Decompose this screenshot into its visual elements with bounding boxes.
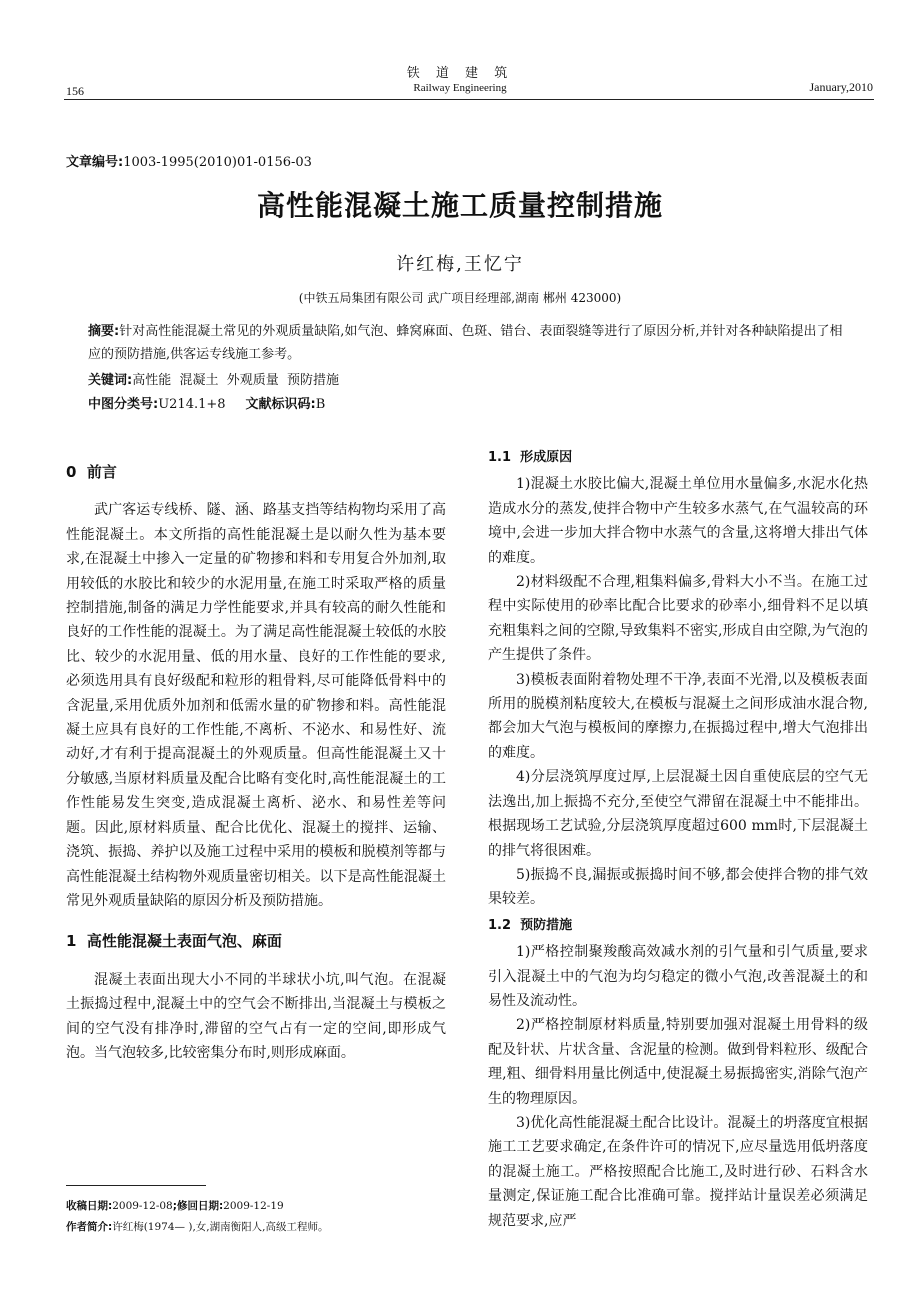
header-rule	[64, 99, 874, 100]
doc-code-label: 文献标识码:	[245, 397, 316, 412]
section-0-paragraph: 武广客运专线桥、隧、涵、路基支挡等结构物均采用了高性能混凝土。本文所指的高性能混凝土是以耐久性为基本要求,在混凝土中掺入一定量的矿物掺和料和专用复合外加剂,取用较低的水胶比和较少的水泥用量,在施工时采取严格的质量控制措施,制备的满足力学性能要求,并具有较高的耐久性能和良好的工作性能的混凝土。为了满足高性能混凝土较低的水胶比、较少的水泥用量、低的用水量、良好的工作性能的要求,必须选用具有良好级配和粒形的粗骨料,尽可能降低骨料中的含泥量,采用优质外加剂和低需水量的矿物掺和料。高性能混凝土应具有良好的工作性能,不离析、不泌水、和易性好、流动好,才有利于提高混凝土的外观质量。但高性能混凝土又十分敏感,当原材料质量及配合比略有变化时,高性能混凝土的工作性能易发生突变,造成混凝土离析、泌水、和易性差等问题。因此,原材料质量、配合比优化、混凝土的搅拌、运输、浇筑、振捣、养护以及施工过程中采用的模板和脱模剂等都与高性能混凝土结构物外观质量密切相关。以下是高性能混凝土常见外观质量缺陷的原因分析及预防措施。	[66, 502, 446, 909]
author-bio-label: 作者简介:	[66, 1221, 113, 1233]
section-1-1-heading: 1.1 形成原因	[488, 450, 573, 465]
right-column	[488, 446, 868, 1233]
revised-label: ;修回日期:	[172, 1200, 224, 1212]
paragraph: 4)分层浇筑厚度过厚,上层混凝土因自重使底层的空气无法逸出,加上振捣不充分,至使空气滞留在混凝土中不能排出。根据现场工艺试验,分层浇筑厚度超过600 mm时,下层混凝土的排气将很困难。	[488, 769, 868, 859]
received-date: 2009-12-08	[112, 1200, 173, 1212]
revised-date: 2009-12-19	[223, 1200, 284, 1212]
section-1-2-heading: 1.2 预防措施	[488, 917, 573, 933]
paragraph: 5)振捣不良,漏振或振捣时间不够,都会使拌合物的排气效果较差。	[488, 866, 868, 908]
affiliation: (中铁五局集团有限公司 武广项目经理部,湖南 郴州 423000)	[298, 291, 622, 305]
section-0-heading: 0 前言	[66, 463, 117, 481]
article-number-value: 1003-1995(2010)01-0156-03	[123, 155, 312, 170]
paragraph: 3)优化高性能混凝土配合比设计。混凝土的坍落度宜根据施工工艺要求确定,在条件许可的情况下,应尽量选用低坍落度的混凝土施工。严格按照配合比施工,及时进行砂、石料含水量测定,保证施工配合比准确可靠。搅拌站计量误差必须满足规范要求,应严	[488, 1114, 868, 1229]
paragraph: 1)混凝土水胶比偏大,混凝土单位用水量偏多,水泥水化热造成水分的蒸发,使拌合物中产生较多水蒸气,在气温较高的环境中,会进一步加大拌合物中水蒸气的含量,这将增大排出气体的难度。	[488, 476, 868, 566]
journal-title-en: Railway Engineering	[413, 82, 507, 94]
paper-title: 高性能混凝土施工质量控制措施	[256, 189, 663, 222]
paragraph: 3)模板表面附着物处理不干净,表面不光滑,以及模板表面所用的脱模剂粘度较大,在模板与混凝土之间形成油水混合物,都会加大气泡与模板间的摩擦力,在振捣过程中,增大气泡排出的难度。	[488, 671, 868, 761]
footnote-rule	[66, 1185, 206, 1186]
paragraph: 2)材料级配不合理,粗集料偏多,骨料大小不当。在施工过程中实际使用的砂率比配合比要求的砂率小,细骨料不足以填充粗集料之间的空隙,导致集料不密实,形成自由空隙,为气泡的产生提供了条件。	[488, 574, 868, 664]
footnote-dates	[66, 1198, 284, 1213]
clc-value: U214.1+8	[158, 397, 226, 412]
abstract-label: 摘要:	[88, 324, 120, 339]
section-1-paragraph: 混凝土表面出现大小不同的半球状小坑,叫气泡。在混凝土振捣过程中,混凝土中的空气会不断排出,当混凝土与模板之间的空气没有排净时,滞留的空气占有一定的空间,即形成气泡。当气泡较多,比较密集分布时,则形成麻面。	[66, 971, 446, 1061]
keywords-text: 高性能 混凝土 外观质量 预防措施	[132, 373, 339, 388]
abstract-text: 针对高性能混凝土常见的外观质量缺陷,如气泡、蜂窝麻面、色斑、错台、表面裂缝等进行了原因分析,并针对各种缺陷提出了相应的预防措施,供客运专线施工参考。	[88, 324, 843, 362]
author-bio: 许红梅(1974— ),女,湖南衡阳人,高级工程师。	[112, 1221, 329, 1233]
keywords-label: 关键词:	[88, 373, 133, 388]
keywords	[88, 369, 848, 392]
article-number	[66, 151, 312, 170]
journal-title-cn: 铁 道 建 筑	[406, 66, 514, 81]
abstract	[88, 320, 848, 366]
issue-date: January,2010	[809, 80, 873, 94]
footnote-author	[66, 1219, 328, 1234]
left-column	[66, 460, 446, 1065]
classification	[88, 393, 848, 416]
doc-code-value: B	[315, 397, 326, 412]
article-number-label: 文章编号:	[66, 155, 124, 170]
received-label: 收稿日期:	[66, 1200, 113, 1212]
paragraph: 2)严格控制原材料质量,特别要加强对混凝土用骨料的级配及针状、片状含量、含泥量的检测。做到骨料粒形、级配合理,粗、细骨料用量比例适中,使混凝土易振捣密实,消除气泡产生的物理原因。	[488, 1017, 868, 1107]
authors: 许红梅,王忆宁	[396, 254, 524, 275]
section-1-heading: 1 高性能混凝土表面气泡、麻面	[66, 932, 282, 951]
page-number: 156	[66, 84, 84, 98]
clc-label: 中图分类号:	[88, 397, 159, 412]
paragraph: 1)严格控制聚羧酸高效减水剂的引气量和引气质量,要求引入混凝土中的气泡为均匀稳定的微小气泡,改善混凝土的和易性及流动性。	[488, 944, 868, 1009]
